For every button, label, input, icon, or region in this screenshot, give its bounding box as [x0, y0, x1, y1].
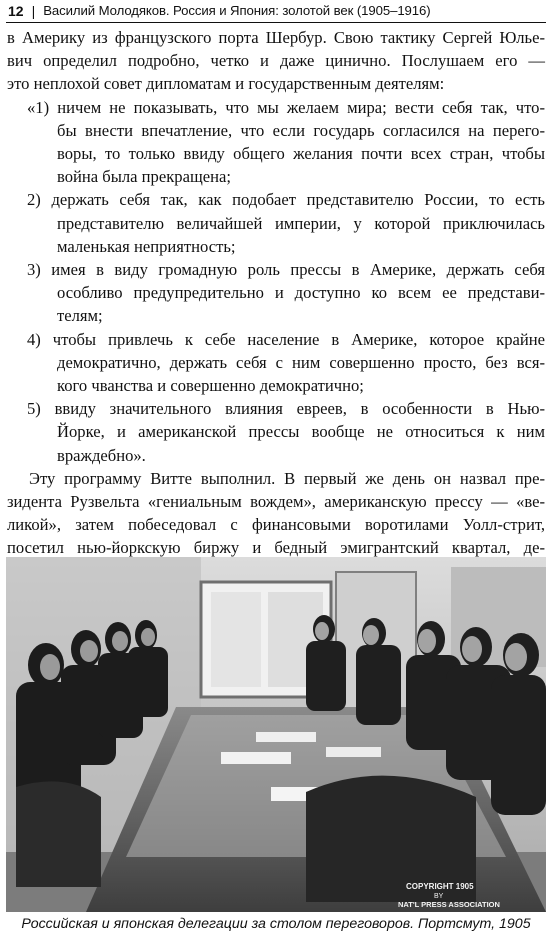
text-line: вич определил подробно, четко и даже цинично. Послушаем его — — [7, 51, 545, 71]
text-line: в Америку из французского порта Шербур. Свою тактику Сергей Юлье- — [7, 28, 545, 47]
header-separator: | — [31, 3, 36, 19]
papers — [256, 732, 316, 742]
copyright-mark: NAT'L PRESS ASSOCIATION — [398, 900, 500, 909]
list-item — [7, 328, 545, 398]
text-line: бы внести впечатление, что если государь согласился на перего- — [57, 120, 545, 140]
text-line: враждебно». — [57, 445, 146, 465]
photo-caption: Российская и японская делегации за столом переговоров. Портсмут, 1905 — [21, 916, 531, 932]
text-line: Эту программу Витте выполнил. В первый же день он назвал пре- — [29, 468, 545, 488]
foreground-chair — [16, 781, 101, 887]
text-line: Йорке, и американской прессы вообще не относиться к ним — [57, 422, 545, 442]
text-line: война была прекращена; — [57, 167, 231, 187]
running-header — [6, 0, 546, 23]
window-pane — [211, 592, 261, 687]
text-line: телям; — [57, 306, 103, 326]
text-line: кого чванства и совершенно демократично; — [57, 376, 364, 396]
text-line: «1) ничем не показывать, что мы желаем мира; вести себя так, что- — [27, 97, 545, 117]
text-line: 5) ввиду значительного влияния евреев, в особенности в Нью- — [27, 399, 545, 419]
text-line: посетил нью-йоркскую биржу и бедный эмигрантский квартал, де- — [7, 538, 545, 558]
papers — [221, 752, 291, 764]
photo-illustration — [6, 557, 546, 912]
copyright-mark: BY — [434, 893, 444, 900]
text-line: 4) чтобы привлечь к себе население в Америке, которое крайне — [27, 329, 545, 349]
text-line: 3) имея в виду громадную роль прессы в Америке, держать себя — [27, 260, 545, 280]
copyright-mark: COPYRIGHT 1905 — [406, 882, 474, 891]
text-line: воры, то только ввиду общего желания почти всех стран, чтобы — [57, 144, 545, 164]
historical-photo — [6, 557, 546, 912]
list-item — [7, 188, 545, 258]
list-item — [7, 96, 545, 189]
text-line: ликой», затем побеседовал с финансовыми воротилами Уолл-стрит, — [7, 515, 545, 535]
text-line: особливо предупредительно и доступно ко всем ее представи- — [57, 283, 545, 303]
text-line: 2) держать себя так, как подобает представителю России, то есть — [27, 190, 545, 210]
intro-paragraph — [7, 26, 545, 96]
text-line: демократично, держать себя с ним совершенно просто, без вся- — [57, 352, 545, 372]
body-text — [7, 26, 545, 606]
text-line: это неплохой совет дипломатам и государственным деятелям: — [7, 74, 445, 94]
list-item — [7, 397, 545, 467]
page-number: 12 — [8, 3, 24, 19]
list-item — [7, 258, 545, 328]
text-line: маленькая неприятность; — [57, 236, 236, 256]
text-line: зидента Рузвельта «гениальным вождем», американскую прессу — «ве- — [7, 492, 545, 512]
papers — [326, 747, 381, 757]
text-line: представителю величайшей империи, у которой приключилась — [57, 213, 545, 233]
book-title: Василий Молодяков. Россия и Япония: золотой век (1905–1916) — [43, 3, 431, 18]
